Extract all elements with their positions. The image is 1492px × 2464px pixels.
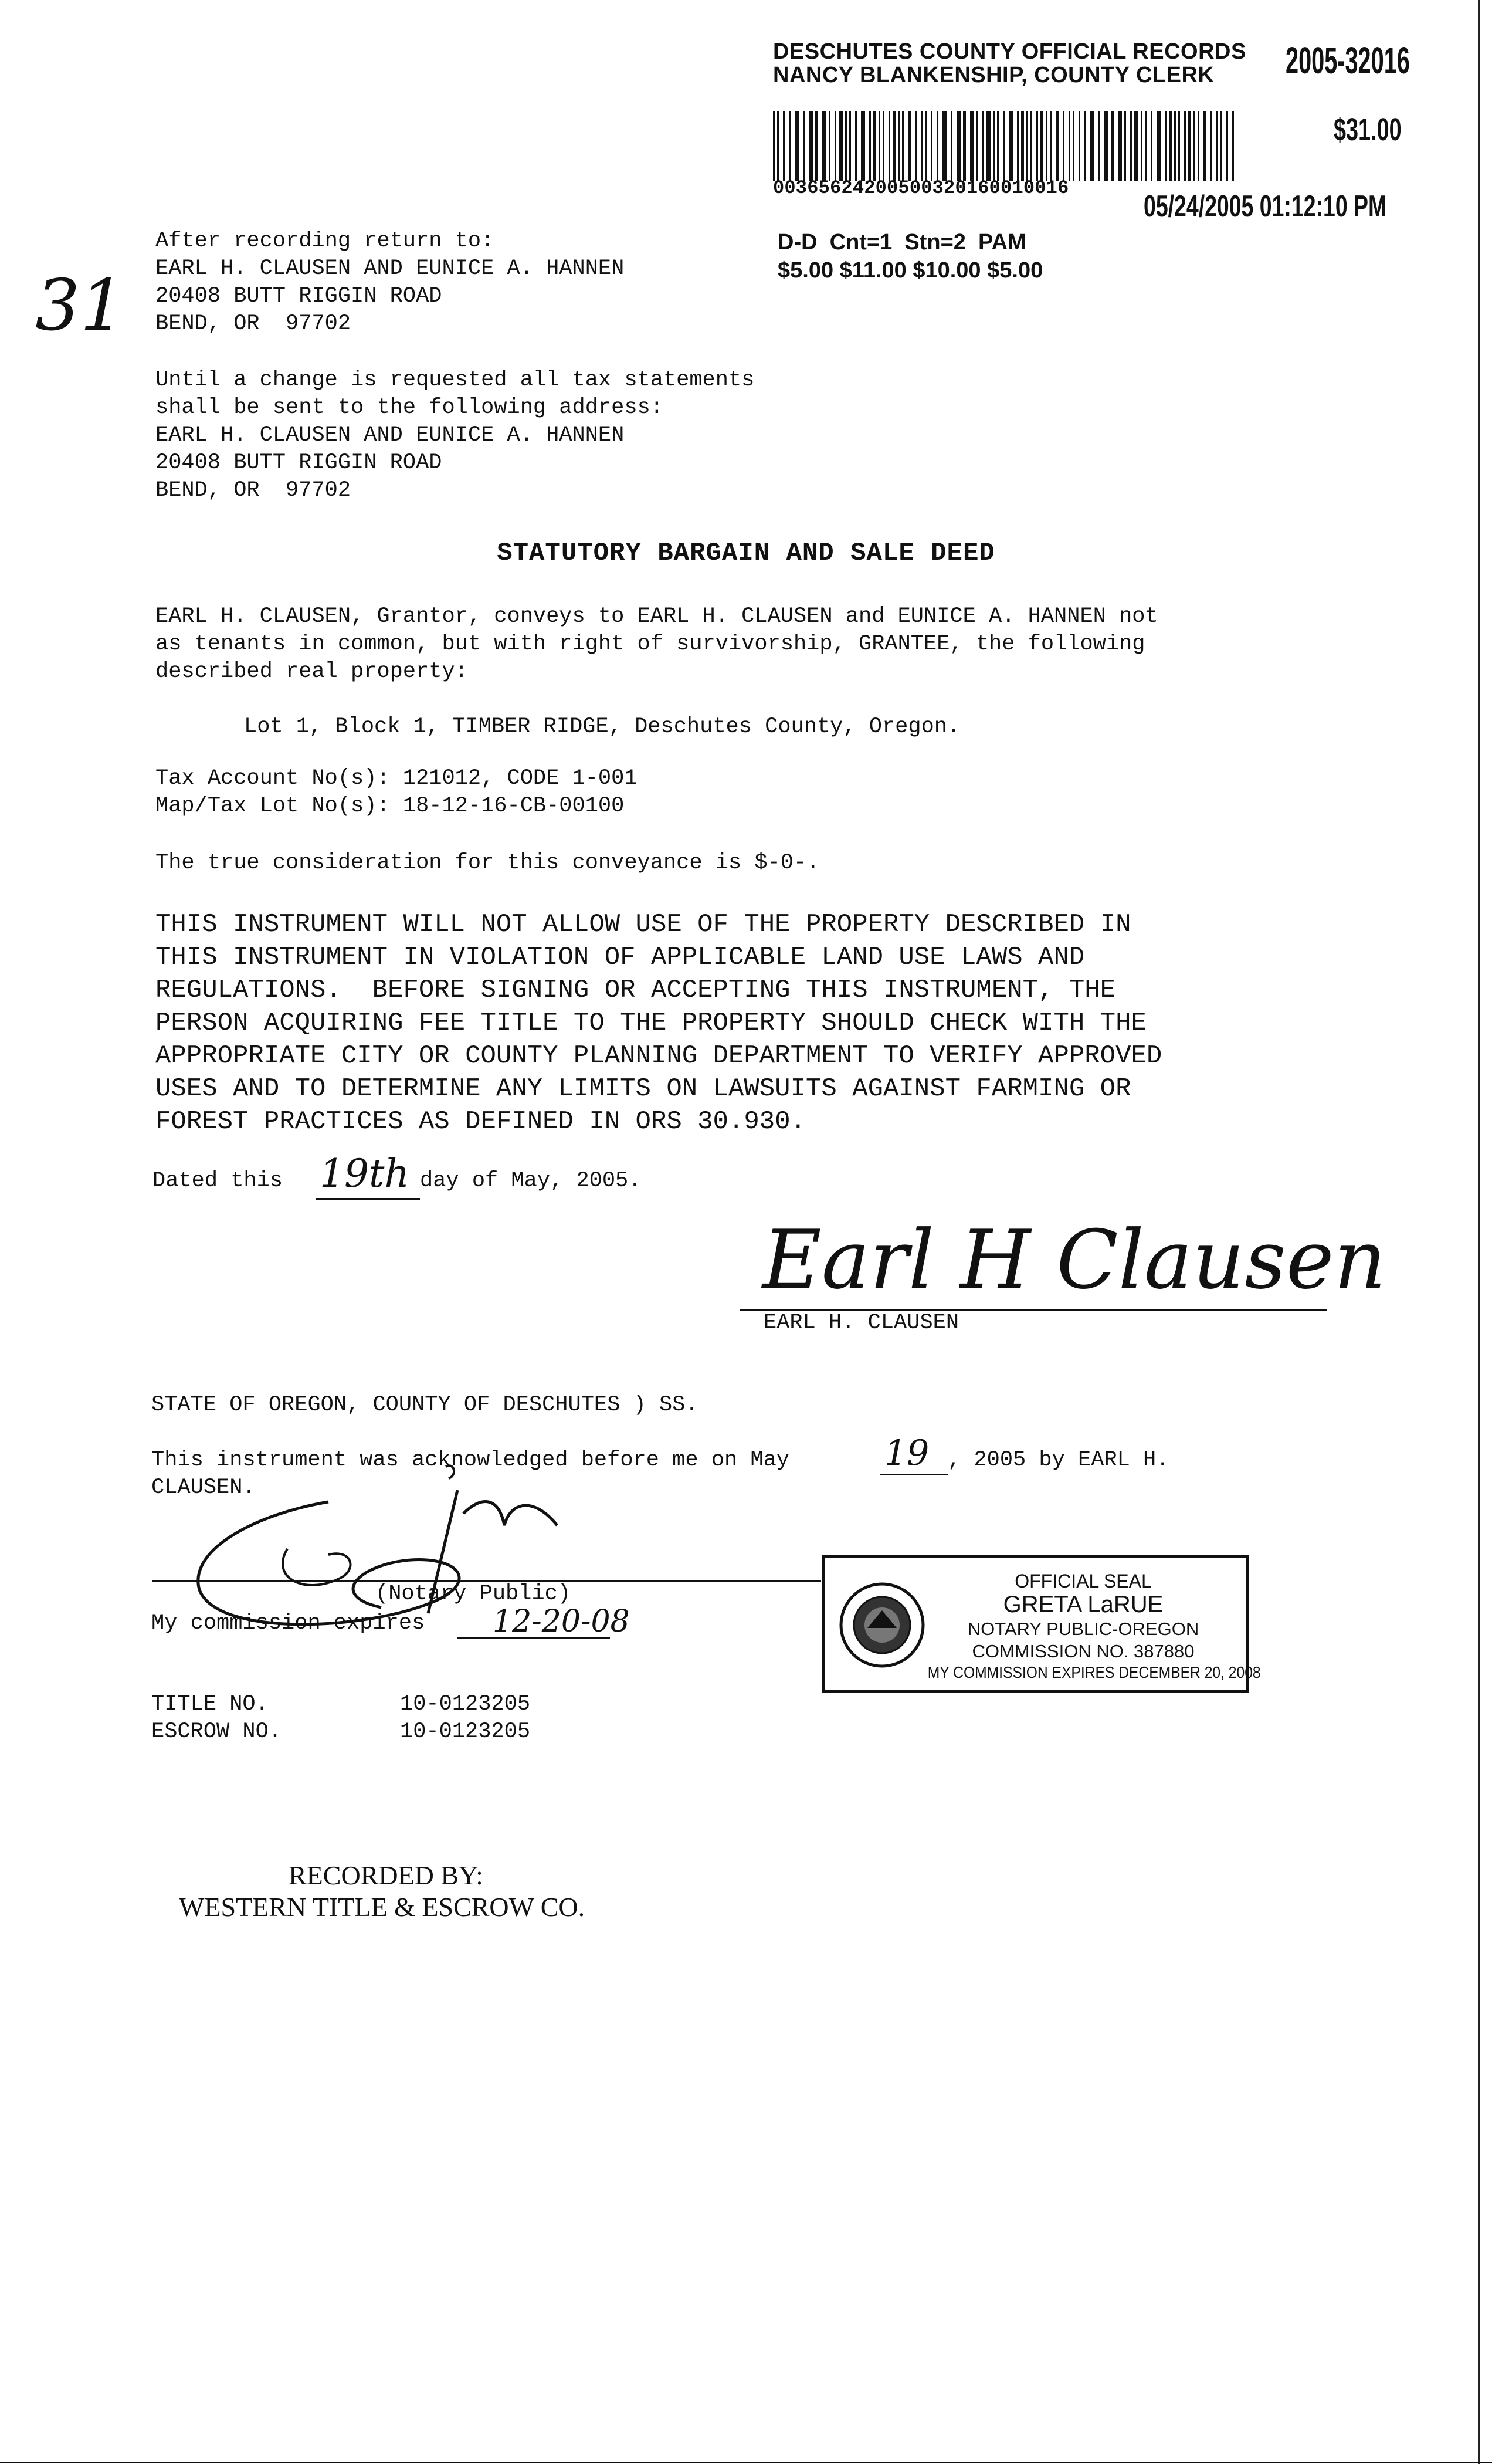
consideration: The true consideration for this conveyance is $-0-. — [155, 851, 820, 875]
grantor-printed-name: EARL H. CLAUSEN — [764, 1311, 959, 1335]
dated-day: 19th — [320, 1151, 410, 1196]
tax-statement-city: BEND, OR 97702 — [155, 478, 351, 503]
escrow-no-value: 10-0123205 — [400, 1720, 531, 1744]
recording-codes: D-D Cnt=1 Stn=2 PAM — [778, 230, 1026, 255]
warning-line: REGULATIONS. BEFORE SIGNING OR ACCEPTING THIS INSTRUMENT, THE — [155, 976, 1116, 1005]
barcode-digits: 00365624200500320160010016 — [773, 177, 1069, 199]
conveyance-line1: EARL H. CLAUSEN, Grantor, conveys to EARL H. CLAUSEN and EUNICE A. HANNEN not — [155, 604, 1158, 629]
tax-statement-street: 20408 BUTT RIGGIN ROAD — [155, 451, 442, 475]
title-no-value: 10-0123205 — [400, 1692, 531, 1717]
dated-prefix: Dated this — [152, 1169, 283, 1193]
seal-commission: COMMISSION NO. 387880 — [972, 1641, 1195, 1661]
warning-line: THIS INSTRUMENT IN VIOLATION OF APPLICABLE LAND USE LAWS AND — [155, 943, 1085, 972]
warning-line: APPROPRIATE CITY OR COUNTY PLANNING DEPARTMENT TO VERIFY APPROVED — [155, 1041, 1162, 1071]
county-clerk: NANCY BLANKENSHIP, COUNTY CLERK — [773, 63, 1215, 87]
return-to-name: EARL H. CLAUSEN AND EUNICE A. HANNEN — [155, 256, 625, 281]
tax-statement-line1: Until a change is requested all tax statements — [155, 368, 755, 392]
tax-statement-line2: shall be sent to the following address: — [155, 395, 663, 420]
tax-account: Tax Account No(s): 121012, CODE 1-001 — [155, 766, 638, 791]
acknowledgment-day-line — [880, 1474, 948, 1475]
margin-note: 31 — [35, 265, 125, 347]
commission-date-line — [457, 1637, 610, 1639]
commission-expires-date: 12-20-08 — [493, 1604, 630, 1639]
notary-public-label: (Notary Public) — [375, 1582, 571, 1606]
state-seal-emblem — [838, 1581, 926, 1669]
tax-statement-name: EARL H. CLAUSEN AND EUNICE A. HANNEN — [155, 423, 625, 448]
scan-edge-right — [1478, 0, 1480, 2464]
fee-total: $31.00 — [1334, 112, 1402, 147]
seal-title: NOTARY PUBLIC-OREGON — [967, 1619, 1199, 1639]
seal-heading: OFFICIAL SEAL — [1015, 1571, 1152, 1592]
recorded-by-company: WESTERN TITLE & ESCROW CO. — [179, 1892, 585, 1922]
records-office: DESCHUTES COUNTY OFFICIAL RECORDS — [773, 39, 1246, 64]
state-county-line: STATE OF OREGON, COUNTY OF DESCHUTES ) SS. — [151, 1393, 698, 1417]
recording-fees: $5.00 $11.00 $10.00 $5.00 — [778, 258, 1043, 283]
warning-line: THIS INSTRUMENT WILL NOT ALLOW USE OF THE PROPERTY DESCRIBED IN — [155, 910, 1131, 939]
recorded-by-label: RECORDED BY: — [289, 1860, 483, 1890]
grantor-signature: Earl H Clausen — [762, 1213, 1386, 1307]
acknowledgment-day: 19 — [884, 1433, 930, 1474]
property-description: Lot 1, Block 1, TIMBER RIDGE, Deschutes County, Oregon. — [244, 715, 961, 739]
return-to-city: BEND, OR 97702 — [155, 312, 351, 336]
seal-expires: MY COMMISSION EXPIRES DECEMBER 20, 2008 — [927, 1663, 1261, 1681]
return-to-street: 20408 BUTT RIGGIN ROAD — [155, 284, 442, 309]
escrow-no-label: ESCROW NO. — [151, 1720, 282, 1744]
commission-expires-label: My commission expires — [151, 1611, 425, 1636]
warning-line: PERSON ACQUIRING FEE TITLE TO THE PROPERTY SHOULD CHECK WITH THE — [155, 1008, 1147, 1038]
title-no-label: TITLE NO. — [151, 1692, 269, 1717]
recorded-timestamp: 05/24/2005 01:12:10 PM — [1144, 189, 1387, 224]
recording-barcode — [773, 111, 1236, 181]
return-to-heading: After recording return to: — [155, 229, 494, 253]
document-number: 2005-32016 — [1286, 39, 1410, 82]
official-seal-stamp — [822, 1555, 1261, 1693]
acknowledgment-line1-suffix: , 2005 by EARL H. — [948, 1448, 1169, 1473]
dated-day-line — [316, 1198, 420, 1200]
deed-title: STATUTORY BARGAIN AND SALE DEED — [497, 539, 995, 568]
dated-suffix: day of May, 2005. — [420, 1169, 642, 1193]
acknowledgment-line2: CLAUSEN. — [151, 1475, 256, 1500]
seal-name: GRETA LaRUE — [1003, 1592, 1164, 1617]
conveyance-line2: as tenants in common, but with right of survivorship, GRANTEE, the following — [155, 632, 1145, 656]
map-tax-lot: Map/Tax Lot No(s): 18-12-16-CB-00100 — [155, 794, 625, 818]
warning-line: USES AND TO DETERMINE ANY LIMITS ON LAWSUITS AGAINST FARMING OR — [155, 1074, 1131, 1104]
conveyance-line3: described real property: — [155, 659, 468, 684]
acknowledgment-line1: This instrument was acknowledged before me on May — [151, 1448, 789, 1473]
scan-edge-bottom — [0, 2462, 1492, 2463]
warning-line: FOREST PRACTICES AS DEFINED IN ORS 30.930. — [155, 1107, 806, 1136]
